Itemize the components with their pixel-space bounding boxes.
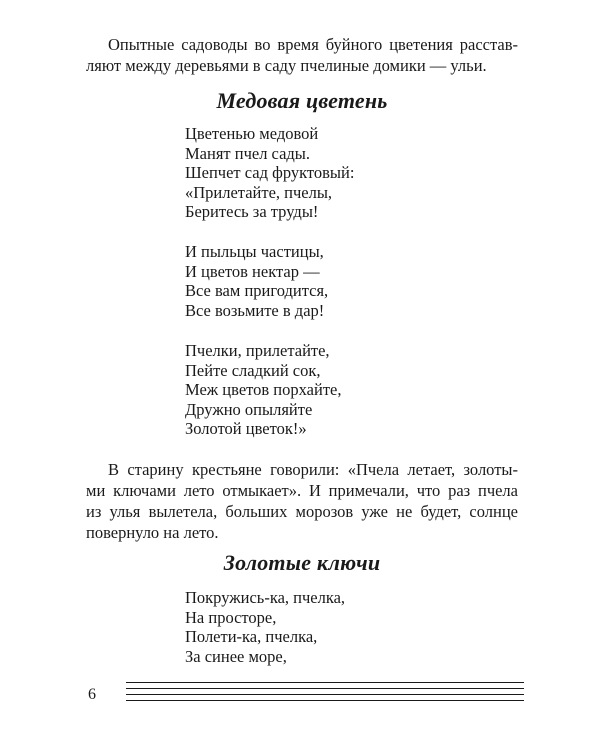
middle-line: повернуло на лето. [86,523,219,542]
poem-title: Золотые ключи [223,550,381,575]
footer-rule-line [126,700,524,701]
poem-stanza [185,242,328,320]
poem-verse: Манят пчел сады. [185,143,311,163]
intro-line: Опытные садоводы во время буйного цветения расстав- [108,35,518,54]
intro-line: ляют между деревьями в саду пчелиные домики — ульи. [86,56,487,75]
poem-verse: И цветов нектар — [185,261,320,281]
poem-stanza [185,341,341,439]
footer-rule-line [126,694,524,695]
middle-line: из улья вылетела, больших морозов уже не будет, солнце [86,502,518,521]
poem-verse: «Прилетайте, пчелы, [185,182,333,202]
poem-verse: Шепчет сад фруктовый: [185,163,355,183]
poem-verse: Дружно опыляйте [185,399,313,419]
middle-line: ми ключами лето отмыкает». И примечали, что раз пчела [86,481,518,500]
footer-rule-line [126,682,524,683]
poem-verse: Меж цветов порхайте, [185,380,342,400]
intro-paragraph [86,34,518,76]
poem-stanza [185,588,345,666]
poem-verse: И пыльцы частицы, [185,242,324,261]
footer-rule-line [126,688,524,689]
page-number: 6 [88,686,96,703]
poem-verse: Пейте сладкий сок, [185,360,321,380]
poem-verse: За синее море, [185,646,287,666]
poem-verse: Золотой цветок!» [185,419,307,439]
poem-verse: Пчелки, прилетайте, [185,341,330,360]
footer-rules [126,678,524,708]
poem-verse: Покружись-ка, пчелка, [185,588,346,607]
poem-stanza [185,124,354,222]
middle-paragraph [86,459,518,543]
poem-verse: Беритесь за труды! [185,202,319,222]
poem-verse: На просторе, [185,607,277,627]
poem-verse: Все вам пригодится, [185,281,329,301]
poem-title: Медовая цветень [216,88,388,113]
poem-verse: Все возьмите в дар! [185,300,325,320]
middle-line: В старину крестьяне говорили: «Пчела летает, золоты- [108,460,518,479]
poem-verse: Цветенью медовой [185,124,319,143]
poem-verse: Полети-ка, пчелка, [185,627,318,647]
